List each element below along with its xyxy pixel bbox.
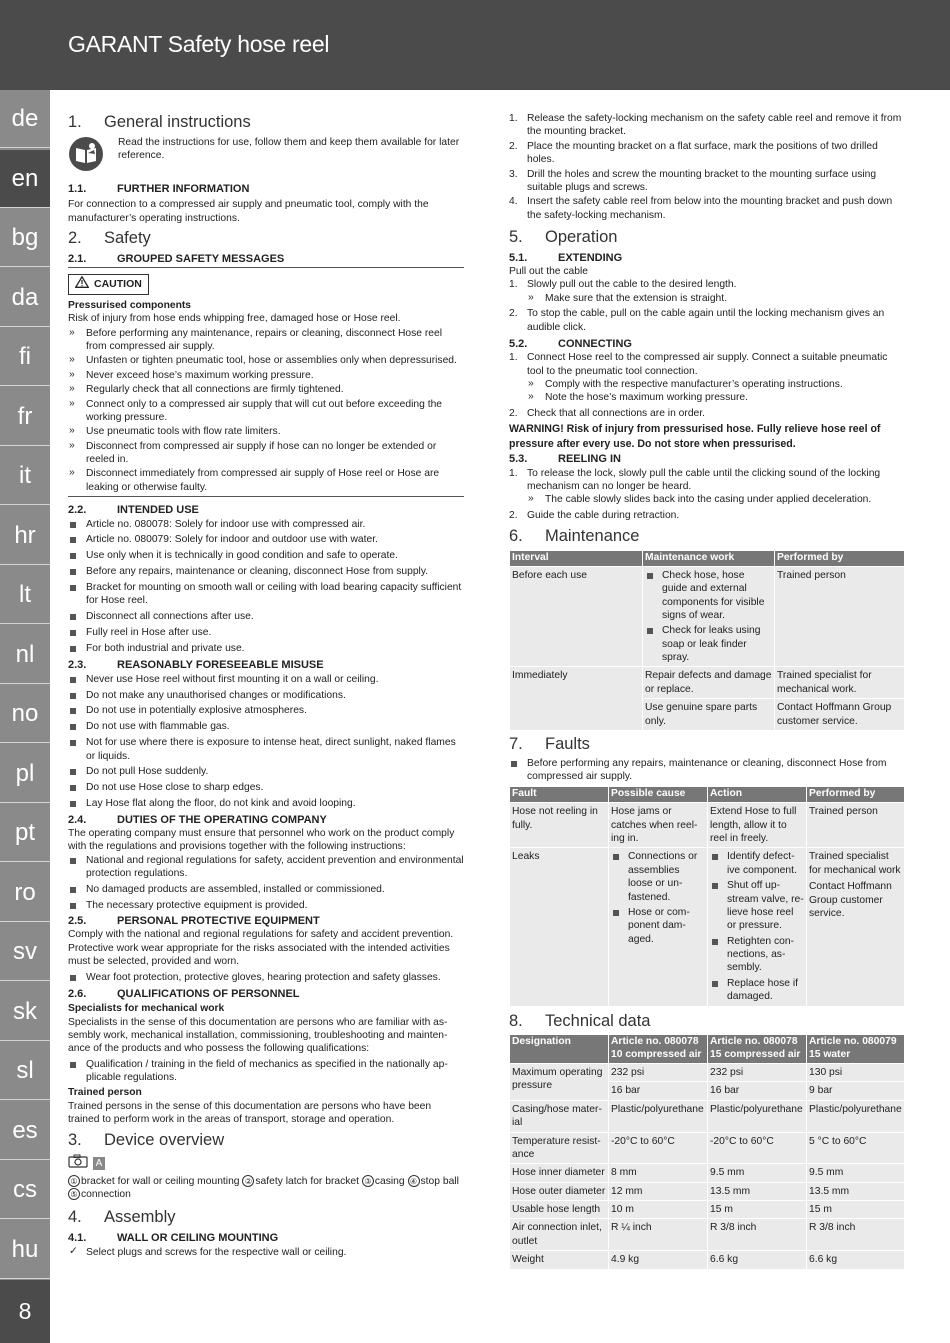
table-cell: 13.5 mm bbox=[708, 1182, 807, 1200]
specialists-text: Specialists in the sense of this documentation are persons who are familiar with assembly work, mechanical installation, commissioning, troubleshooting and maintenance of the products and who possess the following qualifications: bbox=[68, 1016, 448, 1055]
table-cell: 15 m bbox=[708, 1201, 807, 1219]
language-tab-bg[interactable]: bg bbox=[0, 209, 50, 267]
faults-note: Before performing any repairs, maintenance or cleaning, disconnect Hose from compressed air supply. bbox=[509, 757, 905, 784]
language-tab-es[interactable]: es bbox=[0, 1102, 50, 1160]
camera-icon bbox=[68, 1154, 88, 1172]
qualifications-list bbox=[68, 1058, 464, 1085]
read-instructions-block bbox=[68, 136, 464, 176]
step-item: 1. Slowly pull out the cable to the desired length. » Make sure that the extension is straight. bbox=[509, 278, 905, 305]
table-cell: 16 bar bbox=[708, 1082, 807, 1100]
step-item: 1. Connect Hose reel to the compressed air supply. Connect a suitable pneumatic tool to the pneumatic tool connection. » Comply with the respective manufacturer’s operating instructions. » Note the hose’s maximum working pressure. bbox=[509, 351, 905, 405]
list-item: » Connect only to a compressed air supply that will cut out before exceeding the working pressure. bbox=[68, 398, 464, 425]
table-cell: 12 mm bbox=[609, 1182, 708, 1200]
table-row: Hose not reeling in fully. Hose jams or catches when reeling in. Extend Hose to full length, allow it to reel in freely. Trained person bbox=[510, 803, 905, 848]
language-tab-en[interactable]: en bbox=[0, 150, 50, 208]
list-item: Lay Hose flat along the floor, do not kink and avoid looping. bbox=[68, 797, 464, 810]
operating-company-text: The operating company must ensure that personnel who work on the product comply with the regulations and provisions together with the following instructions: bbox=[68, 827, 455, 853]
table-row bbox=[510, 1201, 905, 1219]
step-item: 2. Check that all connections are in order. bbox=[509, 407, 706, 419]
section-1-1-heading: 1.1. FURTHER INFORMATION bbox=[68, 183, 250, 196]
row-label: Hose outer diameter bbox=[510, 1182, 609, 1200]
row-label: Air connection inlet, outlet bbox=[510, 1219, 609, 1251]
step-item: 3. Drill the holes and screw the mounting bracket to the mounting surface using suitable plugs and screws. bbox=[509, 168, 877, 193]
table-row: Before each use Check hose, hose guide and external components for visible signs of wear. Check for leaks using soap or leak finder spray. Trained person bbox=[510, 566, 905, 667]
language-tab-it[interactable]: it bbox=[0, 447, 50, 505]
list-item: Do not use Hose close to sharp edges. bbox=[68, 781, 464, 794]
list-item: Never use Hose reel without first mounting it on a wall or ceiling. bbox=[68, 673, 464, 686]
table-row bbox=[510, 1132, 905, 1164]
table-cell: 15 m bbox=[807, 1201, 905, 1219]
section-7-heading: 7. Faults bbox=[509, 734, 590, 753]
page-title: GARANT Safety hose reel bbox=[68, 31, 330, 57]
table-cell: 6.6 kg bbox=[807, 1251, 905, 1269]
table-cell: 130 psi bbox=[807, 1064, 905, 1082]
list-item: Before any repairs, maintenance or cleaning, disconnect Hose from supply. bbox=[68, 565, 464, 578]
column-header: Action bbox=[708, 787, 807, 803]
step-result: » Make sure that the extension is straight. bbox=[527, 292, 905, 305]
technical-data-table bbox=[509, 1034, 905, 1269]
table-cell: 6.6 kg bbox=[708, 1251, 807, 1269]
table-row bbox=[510, 1219, 905, 1251]
page-header bbox=[0, 0, 950, 90]
step-result: » Note the hose’s maximum working pressure. bbox=[527, 391, 905, 404]
column-header: Designation bbox=[510, 1035, 609, 1064]
table-row: Leaks Connections or assemblies loose or unfastened. Hose or component damaged. Identify defective component. Shut off upstream valve, relieve hose reel or pressure. Retighten connections, assembly. Replace hose if damaged. Trained specialist for mechanical work Contact Hoffmann Group customer service. bbox=[510, 848, 905, 1006]
left-column bbox=[68, 113, 464, 1259]
column-header: Fault bbox=[510, 787, 609, 803]
row-label: Maximum operating pressure bbox=[510, 1064, 609, 1101]
precondition-list bbox=[68, 1246, 464, 1259]
table-cell: R ¼ inch bbox=[609, 1219, 708, 1251]
language-tab-sk[interactable]: sk bbox=[0, 983, 50, 1041]
row-label: Casing/hose material bbox=[510, 1100, 609, 1132]
list-item: Do not use with flammable gas. bbox=[68, 720, 464, 733]
page-number: 8 bbox=[0, 1280, 50, 1343]
table-cell: -20°C to 60°C bbox=[609, 1132, 708, 1164]
section-5-2-heading: 5.2. CONNECTING bbox=[509, 337, 632, 350]
section-8-heading: 8. Technical data bbox=[509, 1011, 651, 1030]
language-tab-hu[interactable]: hu bbox=[0, 1221, 50, 1279]
intended-use-list bbox=[68, 518, 464, 656]
row-label: Hose inner diameter bbox=[510, 1164, 609, 1182]
section-2-1-heading: 2.1. GROUPED SAFETY MESSAGES bbox=[68, 252, 464, 268]
row-label: Weight bbox=[510, 1251, 609, 1269]
read-manual-icon bbox=[68, 136, 118, 176]
list-item: Do not use in potentially explosive atmospheres. bbox=[68, 704, 464, 717]
table-cell: 8 mm bbox=[609, 1164, 708, 1182]
maintenance-table bbox=[509, 550, 905, 731]
language-tab-da[interactable]: da bbox=[0, 269, 50, 327]
warning-triangle-icon bbox=[75, 276, 89, 293]
list-item: National and regional regulations for safety, accident prevention and environmental protection regulations. bbox=[68, 854, 464, 881]
language-tab-de[interactable]: de bbox=[0, 90, 50, 148]
step-item: 2. Guide the cable during retraction. bbox=[509, 509, 680, 521]
right-column bbox=[509, 112, 905, 1270]
caution-badge: CAUTION bbox=[68, 274, 149, 295]
list-item: Not for use where there is exposure to intense heat, direct sunlight, naked flames or liquids. bbox=[68, 736, 464, 763]
list-item: Disconnect all connections after use. bbox=[68, 610, 464, 623]
extending-steps bbox=[509, 278, 905, 334]
list-item: Wear foot protection, protective gloves, hearing protection and safety glasses. bbox=[68, 971, 464, 984]
step-item: 1. To release the lock, slowly pull the cable until the clicking sound of the locking mechanism can no longer be heard. » The cable slowly slides back into the casing under applied deceleration. bbox=[509, 467, 905, 507]
table-row: Use genuine spare parts only. Contact Hoffmann Group customer service. bbox=[510, 699, 905, 731]
table-cell: 4.9 kg bbox=[609, 1251, 708, 1269]
language-tab-fr[interactable]: fr bbox=[0, 388, 50, 446]
figure-label: A bbox=[93, 1157, 105, 1170]
table-header-row bbox=[510, 550, 905, 566]
list-item: No damaged products are assembled, installed or commissioned. bbox=[68, 883, 464, 896]
read-instructions-text: Read the instructions for use, follow them and keep them available for later reference. bbox=[118, 136, 460, 162]
list-item: Use only when it is technically in good condition and safe to operate. bbox=[68, 549, 464, 562]
table-cell: 9 bar bbox=[807, 1082, 905, 1100]
device-legend bbox=[68, 1175, 464, 1202]
list-item: For both industrial and private use. bbox=[68, 642, 464, 655]
section-2-heading: 2. Safety bbox=[68, 229, 151, 248]
legend-number: ④ bbox=[408, 1175, 420, 1187]
language-tab-pt[interactable]: pt bbox=[0, 804, 50, 862]
column-header: Interval bbox=[510, 550, 643, 566]
list-item: » Never exceed hose’s maximum working pressure. bbox=[68, 369, 464, 382]
list-item: Do not make any unauthorised changes or modifications. bbox=[68, 689, 464, 702]
language-tab-lt[interactable]: lt bbox=[0, 566, 50, 624]
list-item: Qualification / training in the field of mechanics as specified in the nationally applicable regulations. bbox=[68, 1058, 464, 1085]
table-row bbox=[510, 1182, 905, 1200]
list-item: The necessary protective equipment is provided. bbox=[68, 899, 464, 912]
ppe-text: Comply with the national and regional regulations for safety and accident prevention. Protective work wear appropriate for the risks associated with the intended activities must be selected, provided and worn. bbox=[68, 929, 454, 968]
step-result: » The cable slowly slides back into the casing under applied deceleration. bbox=[527, 493, 905, 506]
column-header: Article no. 080079 15 water bbox=[807, 1035, 905, 1064]
pressurised-components-heading: Pressurised components bbox=[68, 299, 192, 311]
table-cell: 9.5 mm bbox=[807, 1164, 905, 1182]
legend-text: casing bbox=[374, 1175, 405, 1187]
step-text: Place the mounting bracket on a flat surface, mark the positions of two drilled holes. bbox=[527, 140, 878, 166]
step-text: Drill the holes and screw the mounting bracket to the mounting surface using suitable plugs and screws. bbox=[527, 168, 877, 193]
language-tab-nl[interactable]: nl bbox=[0, 626, 50, 684]
section-5-1-heading: 5.1. EXTENDING bbox=[509, 251, 623, 264]
language-tab-fi[interactable]: fi bbox=[0, 328, 50, 386]
faults-table bbox=[509, 786, 905, 1006]
table-cell: -20°C to 60°C bbox=[708, 1132, 807, 1164]
table-row bbox=[510, 1100, 905, 1132]
legend-number: ⑤ bbox=[68, 1188, 80, 1200]
language-sidebar bbox=[0, 90, 50, 1343]
legend-number: ② bbox=[242, 1175, 254, 1187]
table-cell: 16 bar bbox=[609, 1082, 708, 1100]
table-cell: 13.5 mm bbox=[807, 1182, 905, 1200]
safety-messages-list bbox=[68, 327, 464, 495]
trained-person-text: Trained persons in the sense of this documentation are persons who have been trained to perform work in the areas of transport, storage and operation. bbox=[68, 1100, 432, 1126]
language-tab-cs[interactable]: cs bbox=[0, 1161, 50, 1219]
step-item: 1. Release the safety-locking mechanism on the safety cable reel and remove it from the mounting bracket. bbox=[509, 113, 902, 138]
table-row bbox=[510, 1064, 905, 1082]
legend-number: ① bbox=[68, 1175, 80, 1187]
section-2-2-heading: 2.2. INTENDED USE bbox=[68, 504, 199, 517]
section-6-heading: 6. Maintenance bbox=[509, 527, 640, 546]
connecting-steps bbox=[509, 351, 905, 420]
section-2-5-heading: 2.5. PERSONAL PROTECTIVE EQUIPMENT bbox=[68, 915, 320, 928]
legend-text: connection bbox=[81, 1189, 131, 1201]
legend-text: safety latch for bracket bbox=[255, 1175, 359, 1187]
table-cell: 9.5 mm bbox=[708, 1164, 807, 1182]
extending-intro: Pull out the cable bbox=[509, 266, 588, 278]
section-2-4-heading: 2.4. DUTIES OF THE OPERATING COMPANY bbox=[68, 813, 327, 826]
table-header-row bbox=[510, 1035, 905, 1064]
mounting-steps bbox=[509, 112, 905, 222]
column-header: Performed by bbox=[807, 787, 905, 803]
step-text: Insert the safety cable reel from below into the mounting bracket and push down the safety-locking mechanism. bbox=[527, 196, 893, 221]
list-item: » Disconnect immediately from compressed air supply of Hose reel or Hose are leaking or otherwise faulty. bbox=[68, 467, 464, 494]
step-item: 2. Place the mounting bracket on a flat surface, mark the positions of two drilled holes. bbox=[509, 140, 878, 166]
risk-text: Risk of injury from hose ends whipping free, damaged hose or Hose reel. bbox=[68, 313, 401, 325]
legend-text: bracket for wall or ceiling mounting bbox=[81, 1175, 240, 1187]
language-tab-no[interactable]: no bbox=[0, 685, 50, 743]
table-cell: 5 °C to 60°C bbox=[807, 1132, 905, 1164]
list-item: Article no. 080078: Solely for indoor use with compressed air. bbox=[68, 518, 464, 531]
further-info-text: For connection to a compressed air supply and pneumatic tool, comply with the manufacturer’s operating instructions. bbox=[68, 199, 429, 224]
divider bbox=[68, 495, 464, 497]
column-header: Maintenance work bbox=[643, 550, 775, 566]
list-item: Fully reel in Hose after use. bbox=[68, 626, 464, 639]
section-5-heading: 5. Operation bbox=[509, 228, 618, 246]
reeling-steps bbox=[509, 467, 905, 523]
step-result: » Comply with the respective manufacturer’s operating instructions. bbox=[527, 378, 905, 391]
language-tab-sl[interactable]: sl bbox=[0, 1042, 50, 1100]
language-tab-pl[interactable]: pl bbox=[0, 745, 50, 803]
table-cell: Plastic/polyurethane bbox=[708, 1100, 807, 1132]
step-text: Release the safety-locking mechanism on the safety cable reel and remove it from the mounting bracket. bbox=[527, 113, 902, 138]
language-tab-sv[interactable]: sv bbox=[0, 923, 50, 981]
table-row: Immediately Repair defects and damage or replace. Trained specialist for mechanical work. bbox=[510, 667, 905, 699]
table-header-row bbox=[510, 787, 905, 803]
table-row bbox=[510, 1251, 905, 1269]
column-header: Article no. 080078 15 compressed air bbox=[708, 1035, 807, 1064]
list-item: » Before performing any maintenance, repairs or cleaning, disconnect Hose reel from compressed air supply. bbox=[68, 327, 464, 354]
table-cell: 10 m bbox=[609, 1201, 708, 1219]
legend-number: ③ bbox=[362, 1175, 374, 1187]
table-row bbox=[510, 1164, 905, 1182]
step-item: 2. To stop the cable, pull on the cable again until the locking mechanism gives an audible click. bbox=[509, 308, 885, 333]
misuse-list bbox=[68, 673, 464, 811]
table-cell: Plastic/polyurethane bbox=[609, 1100, 708, 1132]
section-3-heading: 3. Device overview bbox=[68, 1130, 225, 1149]
table-cell: R 3/8 inch bbox=[807, 1219, 905, 1251]
legend-text: stop ball bbox=[420, 1175, 459, 1187]
list-item: Bracket for mounting on smooth wall or ceiling with load bearing capacity sufficient for Hose reel. bbox=[68, 581, 464, 608]
figure-reference bbox=[68, 1154, 464, 1172]
section-2-3-heading: 2.3. REASONABLY FORESEEABLE MISUSE bbox=[68, 659, 324, 672]
language-tab-ro[interactable]: ro bbox=[0, 864, 50, 922]
table-cell: 232 psi bbox=[609, 1064, 708, 1082]
trained-person-heading: Trained person bbox=[68, 1087, 142, 1099]
section-4-1-heading: 4.1. WALL OR CEILING MOUNTING bbox=[68, 1232, 279, 1245]
section-1-heading: 1. General instructions bbox=[68, 113, 251, 131]
table-cell: R 3/8 inch bbox=[708, 1219, 807, 1251]
section-5-3-heading: 5.3. REELING IN bbox=[509, 453, 621, 466]
table-cell: Plastic/polyurethane bbox=[807, 1100, 905, 1132]
section-4-heading: 4. Assembly bbox=[68, 1208, 176, 1227]
column-header: Possible cause bbox=[609, 787, 708, 803]
column-header: Performed by bbox=[775, 550, 905, 566]
list-item: » Use pneumatic tools with flow rate limiters. bbox=[68, 425, 464, 438]
row-label: Usable hose length bbox=[510, 1201, 609, 1219]
warning-text: WARNING! Risk of injury from pressurised hose. Fully relieve hose reel of pressure after every use. Do not store when pressurised. bbox=[509, 423, 881, 450]
step-item: 4. Insert the safety cable reel from below into the mounting bracket and push down the safety-locking mechanism. bbox=[509, 196, 893, 221]
list-item: » Unfasten or tighten pneumatic tool, hose or assemblies only when depressurised. bbox=[68, 354, 464, 367]
language-tab-hr[interactable]: hr bbox=[0, 507, 50, 565]
list-item: Do not pull Hose suddenly. bbox=[68, 765, 464, 778]
table-cell: 232 psi bbox=[708, 1064, 807, 1082]
list-item: Article no. 080079: Solely for indoor and outdoor use with water. bbox=[68, 533, 464, 546]
ppe-list bbox=[68, 971, 464, 984]
row-label: Temperature resistance bbox=[510, 1132, 609, 1164]
list-item: » Disconnect from compressed air supply if hose can no longer be extended or reeled in. bbox=[68, 440, 464, 467]
section-2-6-heading: 2.6. QUALIFICATIONS OF PERSONNEL bbox=[68, 987, 300, 1000]
specialists-heading: Specialists for mechanical work bbox=[68, 1003, 225, 1015]
precondition-item: ✓ Select plugs and screws for the respective wall or ceiling. bbox=[68, 1246, 464, 1259]
operating-company-list bbox=[68, 854, 464, 913]
column-header: Article no. 080078 10 compressed air bbox=[609, 1035, 708, 1064]
list-item: » Regularly check that all connections are firmly tightened. bbox=[68, 383, 464, 396]
